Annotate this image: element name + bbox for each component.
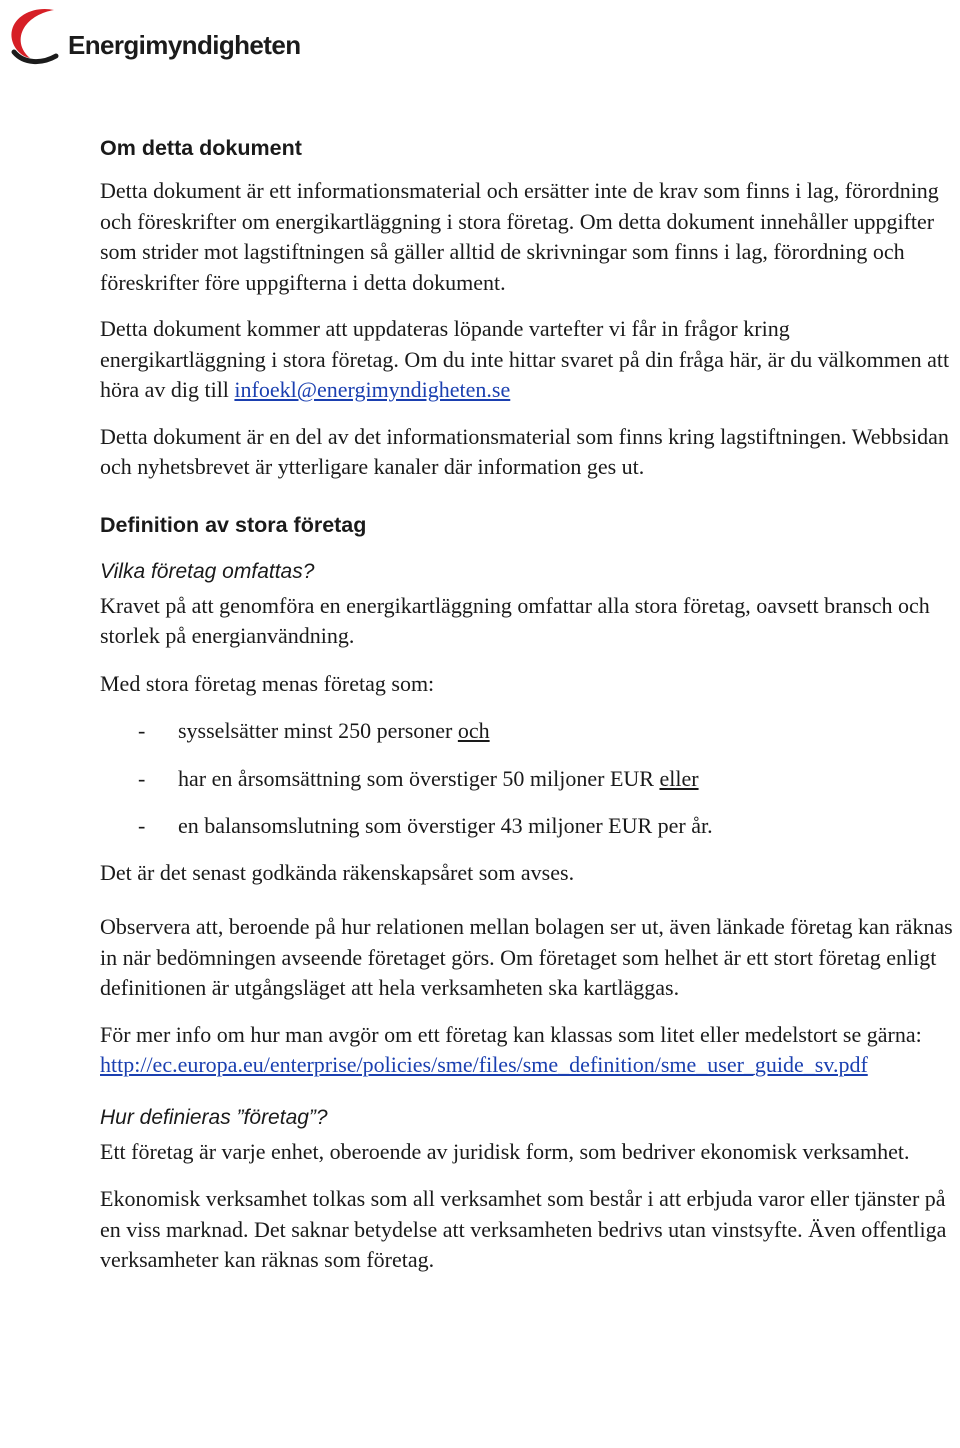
sme-guide-link[interactable]: http://ec.europa.eu/enterprise/policies/sme/files/sme_definition/sme_user_guide_sv.pdf (100, 1052, 868, 1077)
list-dash: - (138, 813, 146, 838)
document-body (100, 132, 960, 1276)
definition-paragraph-1: Kravet på att genomföra en energikartläggning omfattar alla stora företag, oavsett bransch och storlek på energianvändning. (100, 592, 930, 648)
list-item-emphasis: eller (659, 765, 699, 791)
list-item-text: en balansomslutning som överstiger 43 miljoner EUR per år. (178, 813, 713, 838)
list-item (100, 764, 960, 795)
about-paragraph-3: Detta dokument är en del av det informationsmaterial som finns kring lagstiftningen. Webbsidan och nyhetsbrevet är ytterligare kanaler där information ges ut. (100, 423, 949, 479)
contact-email-link[interactable]: infoekl@energimyndigheten.se (234, 377, 511, 402)
list-dash: - (138, 718, 146, 743)
definition-paragraph-7: Ekonomisk verksamhet tolkas som all verksamhet som består i att erbjuda varor eller tjänster på en viss marknad. Det saknar betydelse att verksamheten bedrivs utan vinstsyfte. Även offentliga verksamheter kan räknas som företag. (100, 1186, 947, 1272)
list-dash: - (138, 765, 146, 791)
list-item-text: har en årsomsättning som överstiger 50 miljoner EUR (178, 765, 660, 791)
heading-definition: Definition av stora företag (100, 512, 367, 537)
subheading-which-companies: Vilka företag omfattas? (100, 559, 315, 583)
definition-paragraph-2: Med stora företag menas företag som: (100, 670, 435, 696)
heading-about: Om detta dokument (100, 136, 302, 160)
definition-paragraph-4: Observera att, beroende på hur relationen mellan bolagen ser ut, även länkade företag kan räknas in när bedömningen avseende företaget görs. Om företaget som helhet är ett stort företag enligt definitionen är utgångsläget att hela verksamheten ska kartläggas. (100, 914, 953, 1000)
about-paragraph-2 (100, 314, 960, 406)
definition-paragraph-3: Det är det senast godkända räkenskapsåret som avses. (100, 859, 575, 885)
list-item (100, 811, 960, 842)
subheading-company-definition: Hur definieras ”företag”? (100, 1105, 328, 1129)
sme-guide-link-line (100, 1050, 960, 1081)
definition-paragraph-5: För mer info om hur man avgör om ett företag kan klassas som litet eller medelstort se gärna: (100, 1021, 922, 1047)
header-logo (6, 4, 301, 66)
list-item-text: sysselsätter minst 250 personer (178, 718, 458, 743)
list-item (100, 716, 960, 747)
list-item-emphasis: och (457, 718, 490, 743)
about-paragraph-2-text: Detta dokument kommer att uppdateras löpande vartefter vi får in frågor kring energikartläggning i stora företag. Om du inte hittar svaret på din fråga här, är du välkommen att höra av dig till (100, 316, 950, 402)
definition-paragraph-6: Ett företag är varje enhet, oberoende av juridisk form, som bedriver ekonomisk verksamhet. (100, 1138, 910, 1164)
logo-text: Energimyndigheten (68, 30, 301, 60)
energimyndigheten-logo-icon (6, 4, 70, 66)
about-paragraph-1: Detta dokument är ett informationsmaterial och ersätter inte de krav som finns i lag, förordning och föreskrifter om energikartläggning i stora företag. Om detta dokument innehåller uppgifter som strider mot lagstiftningen så gäller alltid de skrivningar som finns i lag, förordning och föreskrifter före uppgifterna i detta dokument. (100, 178, 939, 295)
